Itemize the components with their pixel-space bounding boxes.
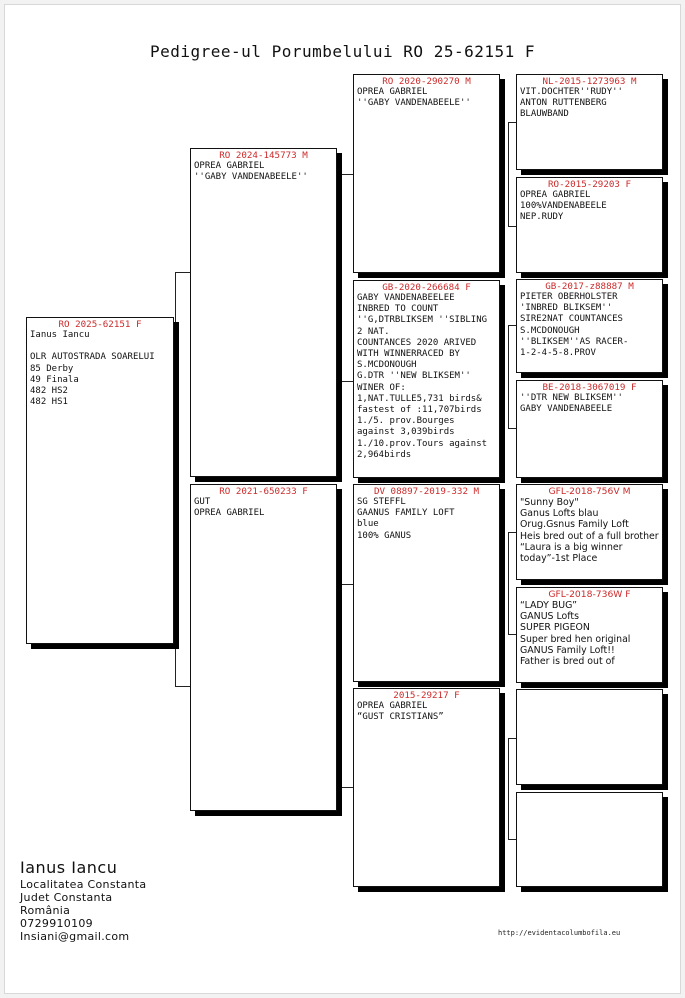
connector-line [508,738,509,839]
pedigree-line: GAANUS FAMILY LOFT [357,508,455,519]
connector-line [508,738,516,739]
pedigree-line: ''GABY VANDENABEELE'' [357,98,471,109]
pedigree-line: 100%VANDENABEELE [520,201,607,212]
pedigree-line: WINER OF: [357,382,406,393]
pedigree-line: blue [357,519,379,530]
pedigree-line: GABY VANDENABEELE [520,404,613,415]
connector-line [508,428,516,429]
pedigree-line: OPREA GABRIEL [194,161,265,171]
ring-number: DV 08897-2019-332 M [373,486,480,497]
ring-number: RO 2020-290270 M [382,76,471,87]
result-line: 482 HS1 [30,397,68,408]
pedigree-line: GUT [194,497,211,507]
pedigree-line: NEP.RUDY [520,212,564,223]
ring-number: GFL-2018-736W F [548,589,631,600]
pedigree-line: COUNTANCES 2020 ARIVED [357,337,477,348]
result-line: OLR AUTOSTRADA SOARELUI [30,352,155,363]
connector-line [508,325,516,326]
connector-line [341,174,342,381]
great-grandparent-card [516,587,663,683]
pedigree-line: “LADY BUG” [520,600,578,611]
pedigree-note: Heis bred out of a full brother “Laura is a big winner today”-1st Place [520,530,659,565]
owner-phone: 0729910109 [20,917,93,930]
connector-line [508,839,516,840]
pedigree-line: ANTON RUTTENBERG [520,98,607,109]
great-grandparent-card [516,177,663,273]
owner-name: Ianus Iancu [20,858,118,877]
grandparent-card [353,484,500,682]
great-grandparent-card-empty [516,689,663,785]
pedigree-line: fastest of :11,707birds [357,405,482,416]
ring-number: BE-2018-3067019 F [542,382,637,393]
pedigree-line: G.DTR ''NEW BLIKSEM'' [357,371,471,382]
pedigree-line: "Sunny Boy" [520,497,579,508]
pedigree-line: 1./10.prov.Tours against [357,438,488,449]
connector-line [508,532,516,533]
pedigree-line: S.MCDONOUGH [520,325,580,336]
owner-text: Ianus Iancu [30,330,90,340]
sire-card [190,148,337,477]
pedigree-line: 2 NAT. [357,326,390,337]
pedigree-line: BLAUWBAND [520,109,569,120]
pedigree-line: 1./5. prov.Bourges [357,416,455,427]
pedigree-line: ''GABY VANDENABEELE'' [194,172,308,183]
owner-contact-block [20,858,146,943]
ring-number: RO-2015-29203 F [548,179,631,190]
connector-line [341,381,353,382]
great-grandparent-card [516,380,663,478]
connector-line [341,787,353,788]
ring-number: GB-2020-266684 F [382,282,471,293]
connector-line [508,122,509,226]
pedigree-line: GANUS Lofts [520,611,579,623]
pedigree-line: OPREA GABRIEL [357,87,428,97]
great-grandparent-card-empty [516,792,663,887]
pedigree-line: Ganus Lofts blau [520,508,599,520]
ring-number: RO 2025-62151 F [58,319,142,330]
pedigree-line: ''BLIKSEM''AS RACER- [520,336,629,347]
connector-line [508,325,509,428]
pedigree-line: “GUST CRISTIANS” [357,712,444,723]
pedigree-line: VIT.DOCHTER''RUDY'' [520,87,623,97]
great-grandparent-card [516,484,663,580]
connector-line [508,226,516,227]
pedigree-line: against 3,039birds [357,427,455,438]
pedigree-line: Father is bred out of [520,656,615,668]
connector-line [508,532,509,634]
ring-number: RO 2021-650233 F [219,486,308,497]
website-url: http://evidentacolumbofila.eu [498,929,621,937]
pedigree-line: 'INBRED BLIKSEM'' [520,303,613,314]
pedigree-line: PIETER OBERHOLSTER [520,292,618,302]
connector-line [341,584,342,787]
pedigree-line: WITH WINNERRACED BY [357,349,460,360]
result-line: 85 Derby [30,363,74,374]
pedigree-line: Orug.Gsnus Family Loft [520,519,629,531]
owner-email: Insiani@gmail.com [20,930,130,943]
pedigree-line: 1-2-4-5-8.PROV [520,348,596,359]
grandparent-card [353,74,500,273]
pedigree-line: ''G,DTRBLIKSEM ''SIBLING [357,315,488,326]
ring-number: RO 2024-145773 M [219,150,308,161]
great-grandparent-card [516,279,663,373]
pedigree-line: OPREA GABRIEL [194,508,265,519]
connector-line [175,272,190,273]
blank-line [30,341,170,352]
owner-country: România [20,904,71,917]
owner-county: Judet Constanta [20,891,113,904]
result-line: 482 HS2 [30,386,68,397]
pedigree-line: SG STEFFL [357,497,406,507]
connector-line [175,272,176,686]
subject-pigeon-card [26,317,174,644]
ring-number: GB-2017-z88887 M [545,281,634,292]
connector-line [341,584,353,585]
result-line: 49 Finala [30,374,79,385]
pedigree-note: Super bred hen original GANUS Family Loft!! [520,633,631,656]
pedigree-line: INBRED TO COUNT [357,304,439,315]
ring-number: NL-2015-1273963 M [542,76,637,87]
pedigree-line: 1,NAT.TULLE5,731 birds& [357,393,482,404]
connector-line [508,122,516,123]
pedigree-title: Pedigree-ul Porumbelului RO 25-62151 F [149,42,536,61]
pedigree-line: 2,964birds [357,449,412,460]
pedigree-line: SUPER PIGEON [520,622,590,634]
pedigree-line: ''DTR NEW BLIKSEM'' [520,393,623,403]
ring-number: GFL-2018-756V M [548,486,631,497]
pedigree-line: S.MCDONOUGH [357,360,417,371]
pedigree-line: GABY VANDENABEELEE [357,293,455,303]
connector-line [508,634,516,635]
pedigree-line: OPREA GABRIEL [520,190,591,200]
grandparent-card [353,688,500,887]
grandparent-card [353,280,500,478]
connector-line [175,686,190,687]
dam-card [190,484,337,811]
owner-locality: Localitatea Constanta [20,878,147,891]
pedigree-line: SIRE2NAT COUNTANCES [520,314,623,325]
great-grandparent-card [516,74,663,170]
pedigree-line: 100% GANUS [357,530,412,541]
ring-number: 2015-29217 F [393,690,460,701]
connector-line [341,174,353,175]
pedigree-line: OPREA GABRIEL [357,701,428,711]
